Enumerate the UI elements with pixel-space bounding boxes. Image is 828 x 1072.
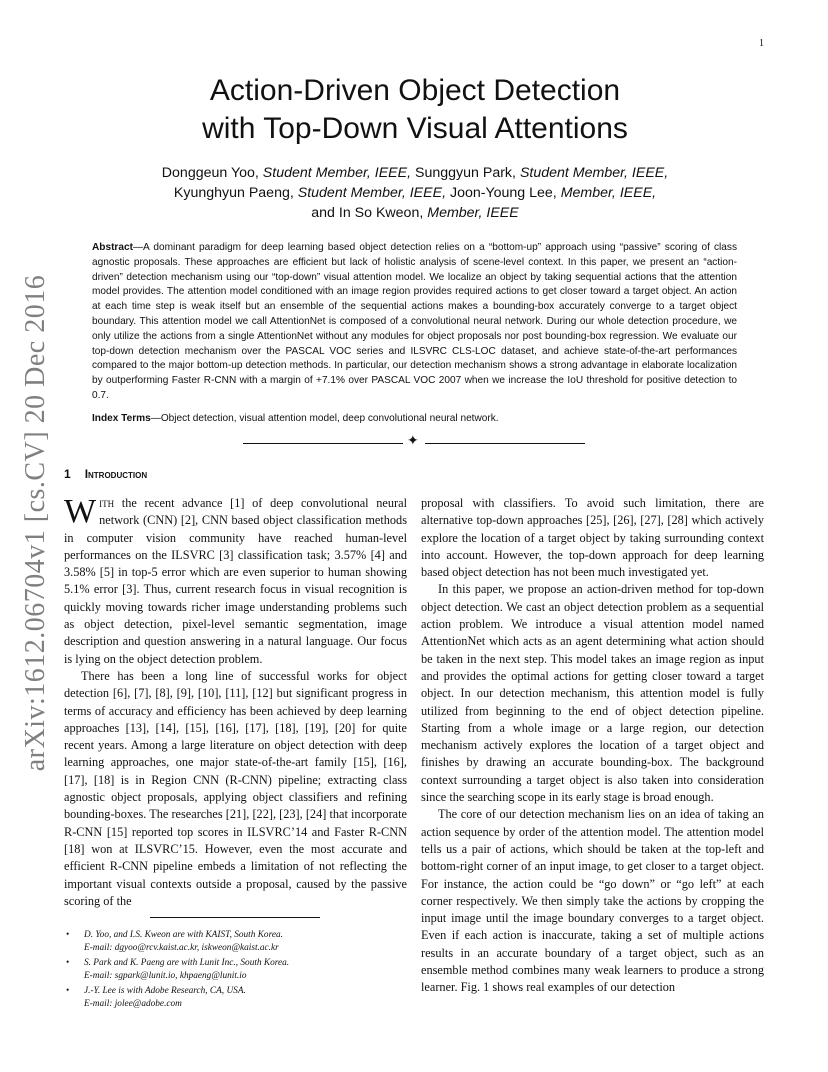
footnote-rule xyxy=(150,917,320,918)
author-name: Joon-Young Lee, xyxy=(449,185,557,201)
bullet-icon: • xyxy=(66,930,70,940)
abstract xyxy=(92,241,737,404)
intro-paragraph-3: proposal with classifiers. To avoid such limitation, there are alternative top-down approaches [25], [26], [27], [28] which actively explore the location of a target object by taking surrounding context into account. However, the top-down approach for deep learning based object detection has not been much investigated yet. xyxy=(421,496,764,580)
author-name: Kyunghyun Paeng, xyxy=(173,185,294,201)
title-line-1: Action-Driven Object Detection xyxy=(209,74,621,107)
section-heading xyxy=(64,467,147,481)
footnote-item xyxy=(64,985,407,1010)
drop-cap: W xyxy=(64,493,97,530)
bullet-icon: • xyxy=(66,986,70,997)
footnote-item xyxy=(64,957,407,982)
paragraph-text: the recent advance [1] of deep convolutional neural network (CNN) [2], CNN based object classification methods in computer vision community have reached human-level performances on the ILSVRC [3] classification task; 3.57% [4] and 3.58% [5] in top-5 error which are even superior to human showing 5.1% error [3]. Thus, current research focus in visual recognition is quickly moving towards richer image understanding problems such as object detection, pixel-level semantic segmentation, image description and question answering in a natural language. Our focus is lying on the object detection problem. xyxy=(64,496,407,666)
intro-paragraph-2: There has been a long line of successful works for object detection [6], [7], [8], [9], [10], [11], [12] but significant progress in terms of accuracy and efficiency has been achieved by deep learning approaches [13], [14], [15], [16], [17], [18], [19], [20] for quite recent years. Among a large literature on object detection with deep learning approaches, one major state-of-the-art family [15], [16], [17], [18] is in Region CNN (R-CNN) pipeline; extracting class agnostic object proposals, applying object classifiers and refining bounding-boxes. The researches [21], [22], [23], [24] that incorporate R-CNN [15] reported top scores in ILSVRC’14 and Faster R-CNN [18] won at ILSVRC’15. However, even the most accurate and efficient R-CNN pipeline embeds a limitation of not reflecting the important visual contexts outside a proposal, caused by the passive scoring of the xyxy=(64,668,407,908)
author-role: Student Member, IEEE, xyxy=(297,185,447,201)
footnote-text: S. Park and K. Paeng are with Lunit Inc., South Korea. xyxy=(84,958,290,969)
abstract-label: Abstract xyxy=(92,242,133,253)
drop-cap-continuation: ith xyxy=(99,496,115,510)
author-line-2 xyxy=(110,183,720,203)
footnotes xyxy=(64,929,407,1014)
author-line-1 xyxy=(110,163,720,183)
index-terms-text: —Object detection, visual attention model, deep convolutional neural network. xyxy=(150,413,499,424)
author-name: and In So Kweon, xyxy=(311,205,424,221)
right-column xyxy=(421,495,764,997)
author-list xyxy=(110,163,720,223)
paper-title xyxy=(150,72,680,148)
divider-line-left xyxy=(243,443,403,444)
author-role: Member, IEEE xyxy=(427,205,519,221)
author-role: Member, IEEE, xyxy=(560,185,657,201)
index-terms-label: Index Terms xyxy=(92,413,151,424)
footnote-email: E-mail: sgpark@lunit.io, khpaeng@lunit.io xyxy=(84,970,247,981)
author-name: Sunggyun Park, xyxy=(415,165,516,181)
arxiv-identifier: arXiv:1612.06704v1 [cs.CV] 20 Dec 2016 xyxy=(20,274,51,772)
author-name: Donggeun Yoo, xyxy=(161,165,259,181)
footnote-item xyxy=(64,929,407,954)
left-column xyxy=(64,495,407,910)
section-number: 1 xyxy=(64,467,71,481)
index-terms xyxy=(92,412,737,426)
author-line-3 xyxy=(110,203,720,223)
title-line-2: with Top-Down Visual Attentions xyxy=(202,112,628,145)
footnote-email: E-mail: jolee@adobe.com xyxy=(84,998,182,1009)
intro-paragraph-4: In this paper, we propose an action-driven method for top-down object detection. We cast an object detection problem as a sequential action problem. We introduce a visual attention model named AttentionNet which acts as an agent determining what action should be taken in the next step. This model takes an image region as input and provides the optimal actions for getting closer toward a target object. In our detection mechanism, this attention model is fully utilized from beginning to the end of object detection pipeline. Starting from a whole image or a large region, our detection mechanism actively explores the location of a target object and finishes by drawing an accurate bounding-box. The background context surrounding a target object is also taken into consideration since the searching scope in its early stage is broad enough. xyxy=(421,582,764,805)
abstract-text: —A dominant paradigm for deep learning based object detection relies on a “bottom-up” approach using “passive” scoring of class agnostic proposals. These approaches are efficient but lack of holistic analysis of scene-level context. In this paper, we present an “action-driven” detection mechanism using our “top-down” visual attention model. We localize an object by taking sequential actions that the attention model provides. The attention model conditioned with an image region provides required actions to get closer toward a target object. An action at each time step is weak itself but an ensemble of the sequential actions makes a bounding-box accurately converge to a target object boundary. This attention model we call AttentionNet is composed of a convolutional neural network. During our whole detection procedure, we only utilize the actions from a single AttentionNet without any modules for object proposals nor post bounding-box regression. We evaluate our top-down detection mechanism over the PASCAL VOC series and ILSVRC CLS-LOC dataset, and achieve state-of-the-art performances compared to the major bottom-up detection methods. In particular, our detection mechanism shows a strong advantage in elaborate localization by outperforming Faster R-CNN with a margin of +7.1% over PASCAL VOC 2007 when we increase the IoU threshold for positive detection to 0.7. xyxy=(92,242,737,401)
footnote-email: E-mail: dgyoo@rcv.kaist.ac.kr, iskweon@kaist.ac.kr xyxy=(84,942,279,953)
bullet-icon: • xyxy=(66,958,70,969)
author-role: Student Member, IEEE, xyxy=(519,165,669,181)
page-number: 1 xyxy=(759,38,764,49)
intro-paragraph-1 xyxy=(64,495,407,668)
section-divider xyxy=(243,434,585,450)
footnote-text: J.-Y. Lee is with Adobe Research, CA, USA. xyxy=(84,986,246,997)
author-role: Student Member, IEEE, xyxy=(262,165,412,181)
divider-star-icon: ✦ xyxy=(407,434,419,449)
divider-line-right xyxy=(425,443,585,444)
footnote-text: D. Yoo, and I.S. Kweon are with KAIST, South Korea. xyxy=(84,930,283,940)
intro-paragraph-5: The core of our detection mechanism lies on an idea of taking an action sequence by order of the attention model. The attention model tells us a pair of actions, which should be taken at the top-left and bottom-right corner of an input image, to get closer to a target object. For instance, the action could be “go down” or “go left” at each corner respectively. We then simply take the actions by cropping the input image until the image boundary converges to a target object. Even if each action is inaccurate, taking a set of multiple actions results in an accurate boundary of a target object, such as an ensemble method combines many weak learners to produce a strong learner. Fig. 1 shows real examples of our detection xyxy=(421,807,764,995)
section-title: Introduction xyxy=(84,467,148,481)
